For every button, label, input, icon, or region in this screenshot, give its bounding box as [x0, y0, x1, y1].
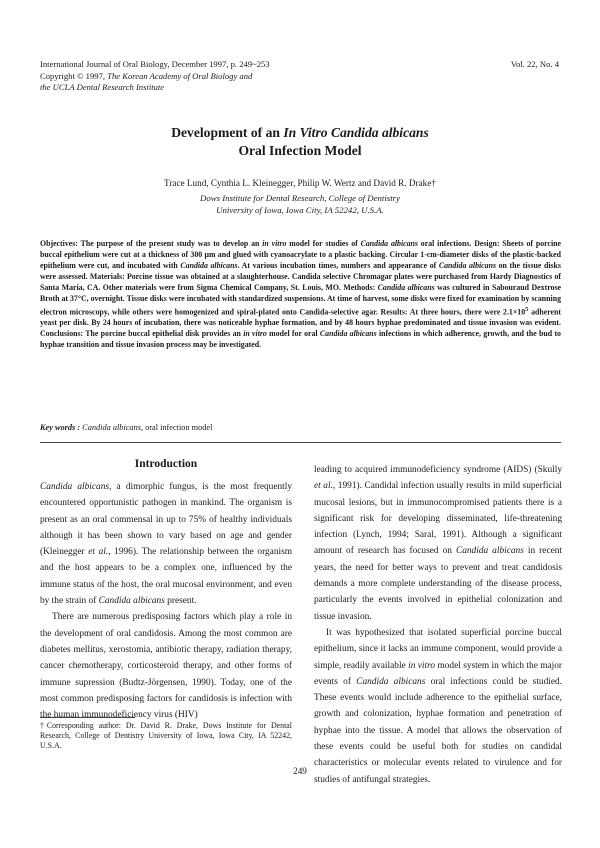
copyright-line-2: the UCLA Dental Research Institute [40, 82, 165, 92]
journal-citation: International Journal of Oral Biology, December 1997, p. 249~253 [40, 59, 270, 69]
title-line-2: Oral Infection Model [238, 142, 362, 158]
page-number: 249 [293, 766, 307, 776]
affiliation: Dows Institute for Dental Research, College of Dentistry University of Iowa, Iowa City, IA 52242, U.S.A. [199, 193, 401, 215]
keywords: Key words : Candida albicans, oral infection model [40, 423, 213, 432]
author-list: Trace Lund, Cynthia L. Kleinegger, Philip W. Wertz and David R. Drake† [164, 178, 436, 188]
right-paragraph-2: It was hypothesized that isolated superficial porcine buccal epithelium, since it lacks an immune component, would provide a simple, readily available in vitro model system in which the major events of Candida albicans oral infections could be studied. These events would include adherence to the epithelial surface, growth and colonization, hyphae formation and penetration of hyphae into the tissue. A model that allows the observation of these events could be useful both for studies on candidal characteristics or molecular events related to virulence and for studies of antifungal strategies. [314, 627, 563, 785]
article-title [0, 124, 600, 159]
intro-paragraph-2: There are numerous predisposing factors which play a role in the development of oral candidosis. Among the most common are diabetes mellitus, xerostomia, antibiotic therapy, radiation therapy, cancer chemotherapy, corticosteroid therapy, and other forms of immune supression (Budtz-Jörgensen, 1990). Today, one of the most common predisposing factors for candidosis is infection with the human immunodeficiency virus (HIV) [40, 612, 292, 721]
footnote-divider [40, 717, 135, 718]
intro-paragraph-1: Candida albicans, a dimorphic fungus, is the most frequently encountered opportunistic pathogen in mankind. The organism is present as an oral commensal in up to 75% of healthy individuals although it has been shown to vary based on age and gender (Kleinegger et al., 1996). The relationship between the organism and the host appears to be a complex one, influenced by the immune status of the host, the oral mucosal environment, and even by the strain of Candida albicans present. [40, 482, 293, 607]
volume-label: Vol. 22, No. 4 [510, 59, 559, 69]
left-column [40, 458, 292, 723]
abstract: Objectives: The purpose of the present study was to develop an in vitro model for studies of Candida albicans oral infections. Design: Sheets of porcine buccal epithelium were cut at a thickness of 300 μm and glued with cyanoacrylate to a plastic backing. Circular 1-cm-diameter disks of the plastic-backed epithelium were cut, and incubated with Candida albicans. At various incubation times, numbers and appearance of Candida albicans on the tissue disks were assessed. Materials: Porcine tissue was obtained at a slaughterhouse. Candida selective Chromagar plates were purchased from Hardy Diagnostics of Santa Maria, CA. Other materials were from Sigma Chemical Company, St. Louis, MO. Methods: Candida albicans was cultured in Sabouraud Dextrose Broth at 37°C, overnight. Tissue disks were incubated with standardized suspensions. At time of harvest, some disks were fixed for examination by scanning electron microscopy, while others were homogenized and spiral-plated onto Candida-selective agar. Results: At three hours, there were $2.1\times 10^5$ adherent yeast per disk. By 24 hours of incubation, there was noticeable hyphae formation, and by 48 hours hyphae predominated and tissue invasion was evident. Conclusions: The porcine buccal epithelial disk provides an in vitro model for oral Candida albicans infections in which adherence, growth, and the bud to hyphae transition and tissue invasion process may be investigated. [40, 239, 561, 350]
copyright-line: Copyright © 1997, The Korean Academy of Oral Biology and [40, 70, 253, 81]
journal-header [40, 59, 270, 94]
title-line-1: Development of an In Vitro Candida albicans [171, 125, 429, 140]
right-column [314, 462, 562, 788]
section-heading-introduction: Introduction [134, 458, 198, 470]
section-divider [40, 442, 561, 443]
right-paragraph-1: leading to acquired immunodeficiency syndrome (AIDS) (Skully et al., 1991). Candidal infection usually results in mild superficial mucosal lesions, but in immunocompromised patients there is a significant risk for developing disseminated, life-threatening infection (Lynch, 1994; Saral, 1991). Although a significant amount of research has focused on Candida albicans in recent years, the need for better ways to prevent and treat candidosis demands a more complete understanding of the disease process, particularly the events involved in epithelial colonization and tissue invasion. [314, 465, 563, 622]
corresponding-author-footnote: †Corresponding author: Dr. David R. Drake, Dows Institute for Dental Research, College of Dentistry University of Iowa, Iowa City, IA 52242, U.S.A. [40, 721, 292, 751]
